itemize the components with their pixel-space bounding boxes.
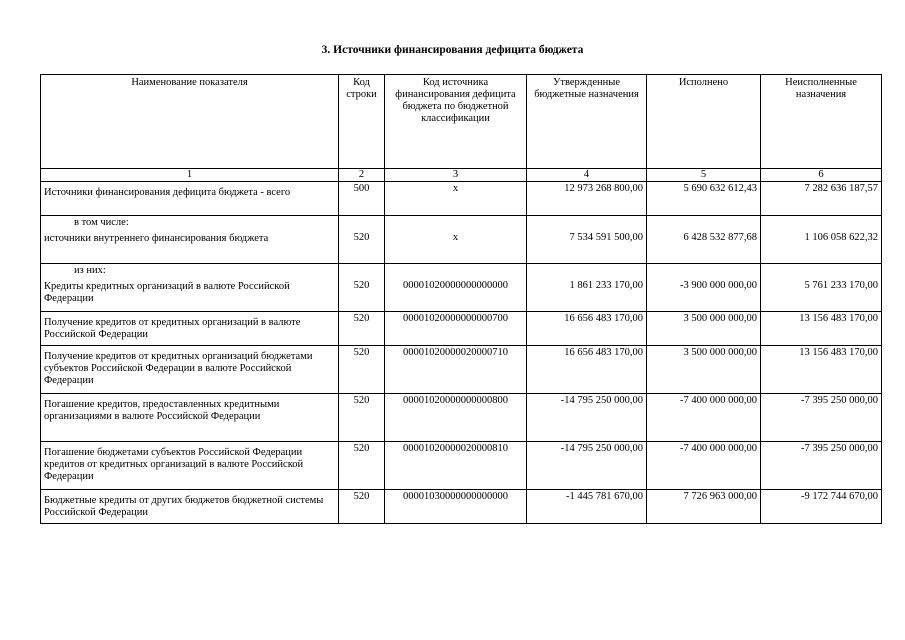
unexecuted-amount: -7 395 250 000,00 <box>761 394 882 442</box>
column-number: 6 <box>761 169 882 182</box>
line-code: 520 <box>339 216 385 264</box>
unexecuted-amount: 7 282 636 187,57 <box>761 182 882 216</box>
source-code: x <box>385 216 527 264</box>
indicator-name-text: источники внутреннего финансирования бюджета <box>44 233 269 244</box>
header-source: Код источника финансирования дефицита бюджета по бюджетной классификации <box>385 75 527 169</box>
approved-amount: 16 656 483 170,00 <box>527 346 647 394</box>
column-number: 4 <box>527 169 647 182</box>
financing-sources-table <box>40 74 882 524</box>
column-number: 1 <box>41 169 339 182</box>
unexecuted-amount: -9 172 744 670,00 <box>761 490 882 524</box>
indicator-name-text: Получение кредитов от кредитных организаций в валюте Российской Федерации <box>44 317 301 340</box>
indicator-name <box>41 182 339 216</box>
executed-amount: 3 500 000 000,00 <box>647 346 761 394</box>
header-name: Наименование показателя <box>41 75 339 169</box>
unexecuted-amount: 13 156 483 170,00 <box>761 346 882 394</box>
executed-amount: -7 400 000 000,00 <box>647 442 761 490</box>
source-code: x <box>385 182 527 216</box>
table-row <box>41 216 882 264</box>
unexecuted-amount: 13 156 483 170,00 <box>761 312 882 346</box>
indicator-name-text: Погашение бюджетами субъектов Российской Федерации кредитов от кредитных организаций в валюте Российской Федерации <box>44 447 304 482</box>
executed-amount: -7 400 000 000,00 <box>647 394 761 442</box>
indicator-name <box>41 490 339 524</box>
line-code: 520 <box>339 442 385 490</box>
line-code: 500 <box>339 182 385 216</box>
line-code: 520 <box>339 490 385 524</box>
approved-amount: 16 656 483 170,00 <box>527 312 647 346</box>
source-code: 00001020000020000810 <box>385 442 527 490</box>
indicator-name <box>41 312 339 346</box>
line-code: 520 <box>339 394 385 442</box>
source-code: 00001030000000000000 <box>385 490 527 524</box>
column-number: 5 <box>647 169 761 182</box>
header-unexecuted: Неисполненные назначения <box>761 75 882 169</box>
indicator-group-label: из них: <box>74 265 106 276</box>
approved-amount: -14 795 250 000,00 <box>527 442 647 490</box>
table-row <box>41 346 882 394</box>
header-approved: Утвержденные бюджетные назначения <box>527 75 647 169</box>
table-row <box>41 442 882 490</box>
header-code: Код строки <box>339 75 385 169</box>
source-code: 00001020000000000700 <box>385 312 527 346</box>
table-row <box>41 490 882 524</box>
executed-amount: -3 900 000 000,00 <box>647 264 761 312</box>
executed-amount: 5 690 632 612,43 <box>647 182 761 216</box>
line-code: 520 <box>339 312 385 346</box>
line-code: 520 <box>339 346 385 394</box>
indicator-name <box>41 264 339 312</box>
approved-amount: 7 534 591 500,00 <box>527 216 647 264</box>
column-number: 2 <box>339 169 385 182</box>
source-code: 00001020000020000710 <box>385 346 527 394</box>
section-title: 3. Источники финансирования дефицита бюджета <box>321 44 584 56</box>
source-code: 00001020000000000800 <box>385 394 527 442</box>
unexecuted-amount: -7 395 250 000,00 <box>761 442 882 490</box>
indicator-name-text: Получение кредитов от кредитных организаций бюджетами субъектов Российской Федерации в валюте Российской Федерации <box>44 351 313 386</box>
source-code: 00001020000000000000 <box>385 264 527 312</box>
line-code: 520 <box>339 264 385 312</box>
approved-amount: -14 795 250 000,00 <box>527 394 647 442</box>
column-number-row <box>41 169 882 182</box>
indicator-name <box>41 346 339 394</box>
approved-amount: -1 445 781 670,00 <box>527 490 647 524</box>
table-header-row <box>41 75 882 169</box>
indicator-name <box>41 216 339 264</box>
table-row <box>41 264 882 312</box>
indicator-name-text: Погашение кредитов, предоставленных кредитными организациями в валюте Российской Федерации <box>44 399 280 422</box>
unexecuted-amount: 1 106 058 622,32 <box>761 216 882 264</box>
indicator-group-label: в том числе: <box>74 217 129 228</box>
executed-amount: 6 428 532 877,68 <box>647 216 761 264</box>
indicator-name-text: Кредиты кредитных организаций в валюте Российской Федерации <box>44 281 290 304</box>
table-row <box>41 182 882 216</box>
approved-amount: 1 861 233 170,00 <box>527 264 647 312</box>
indicator-name <box>41 442 339 490</box>
indicator-name <box>41 394 339 442</box>
executed-amount: 3 500 000 000,00 <box>647 312 761 346</box>
approved-amount: 12 973 268 800,00 <box>527 182 647 216</box>
table-row <box>41 394 882 442</box>
column-number: 3 <box>385 169 527 182</box>
unexecuted-amount: 5 761 233 170,00 <box>761 264 882 312</box>
indicator-name-text: Бюджетные кредиты от других бюджетов бюджетной системы Российской Федерации <box>44 495 324 518</box>
header-executed: Исполнено <box>647 75 761 169</box>
executed-amount: 7 726 963 000,00 <box>647 490 761 524</box>
indicator-name-text: Источники финансирования дефицита бюджета - всего <box>44 187 291 198</box>
table-row <box>41 312 882 346</box>
